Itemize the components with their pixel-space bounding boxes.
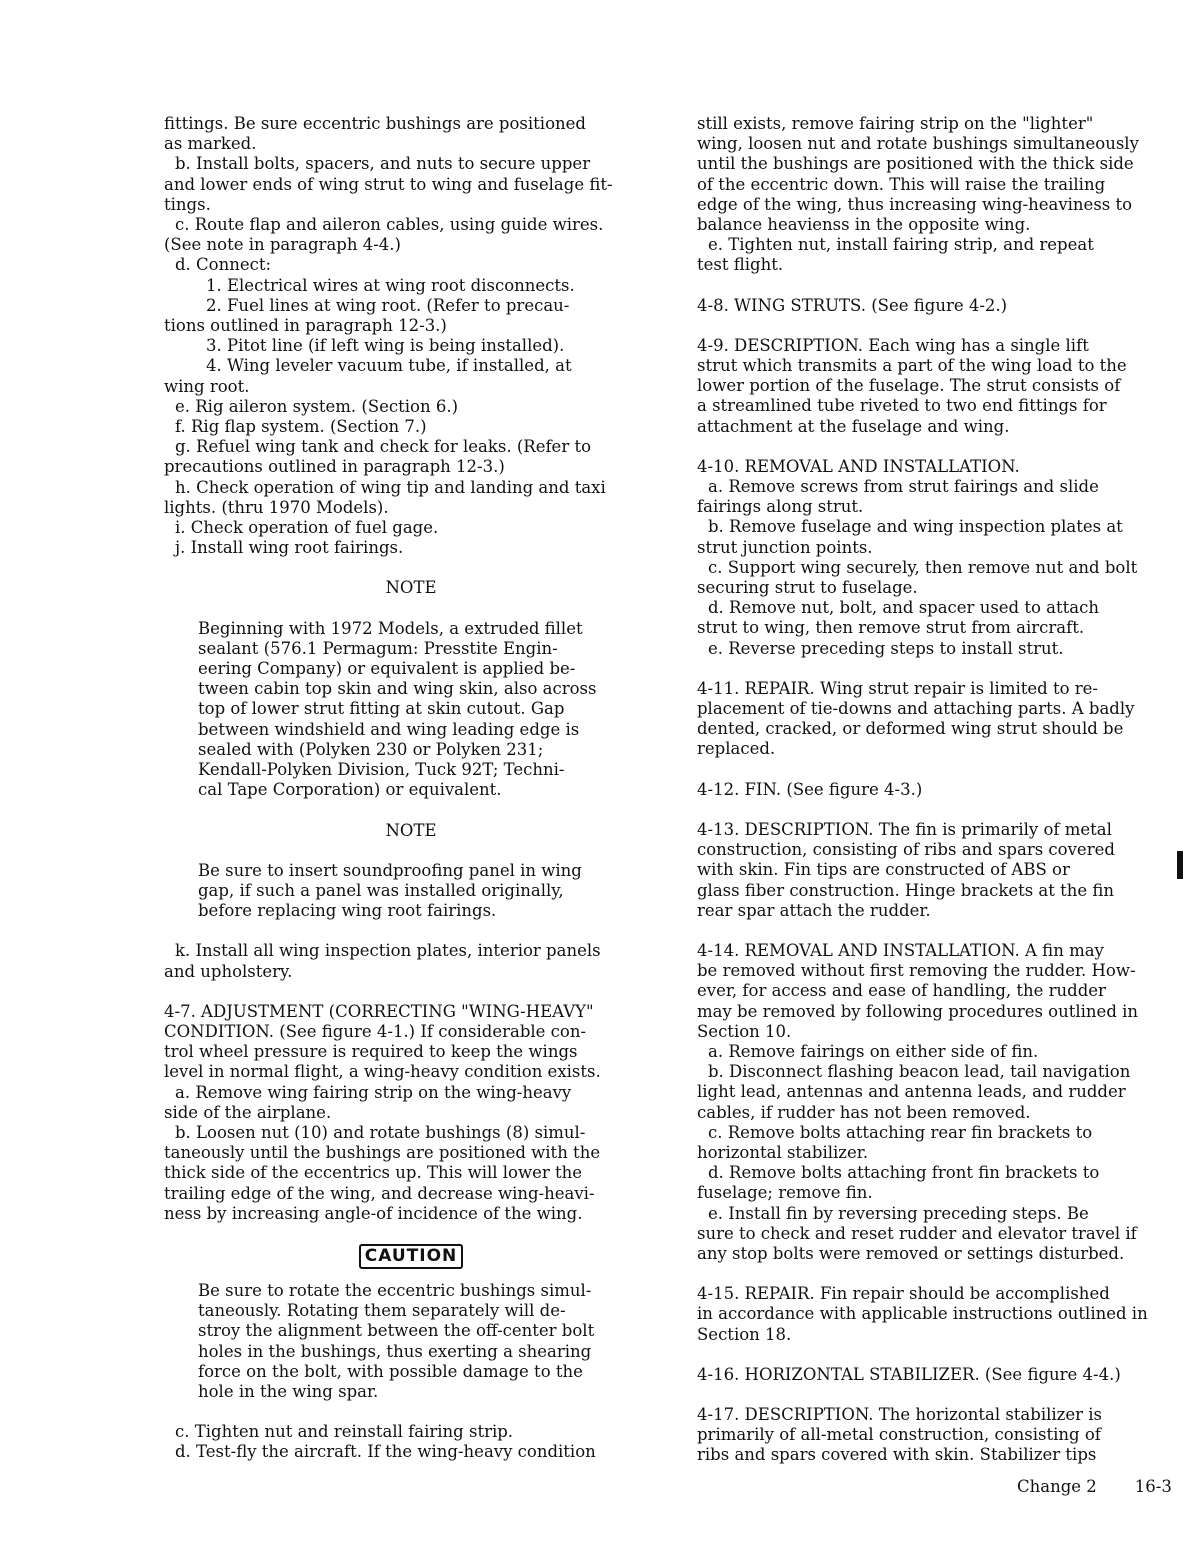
text-line: of the eccentric down. This will raise the trailing <box>697 174 1106 194</box>
text-line: b. Remove fuselage and wing inspection plates at <box>708 517 1123 537</box>
text-line: attachment at the fuselage and wing. <box>697 416 1010 436</box>
text-line: b. Install bolts, spacers, and nuts to secure upper <box>175 154 591 174</box>
text-line: and upholstery. <box>164 961 293 981</box>
text-line: Kendall-Polyken Division, Tuck 92T; Techni- <box>198 760 565 780</box>
text-line: c. Route flap and aileron cables, using guide wires. <box>175 215 604 235</box>
paragraph <box>697 296 1183 316</box>
text-line: any stop bolts were removed or settings disturbed. <box>697 1243 1125 1263</box>
text-line: cables, if rudder has not been removed. <box>697 1102 1031 1122</box>
text-line: e. Rig aileron system. (Section 6.) <box>175 396 459 416</box>
text-line: c. Tighten nut and reinstall fairing strip. <box>175 1422 514 1442</box>
paragraph <box>697 820 1183 921</box>
text-line: precautions outlined in paragraph 12-3.) <box>164 457 505 477</box>
text-line: CONDITION. (See figure 4-1.) If considerable con- <box>164 1021 587 1041</box>
page-number: 16-3 <box>1134 1477 1172 1496</box>
text-line: 4-7. ADJUSTMENT (CORRECTING "WING-HEAVY" <box>164 1001 594 1021</box>
text-line: 2. Fuel lines at wing root. (Refer to precau- <box>206 295 570 315</box>
text-line: Section 18. <box>697 1324 792 1344</box>
text-line: b. Loosen nut (10) and rotate bushings (8) simul- <box>175 1122 586 1142</box>
text-line: fuselage; remove fin. <box>697 1183 873 1203</box>
text-line: strut which transmits a part of the wing load to the <box>697 356 1127 376</box>
text-line: a. Remove fairings on either side of fin. <box>708 1041 1039 1061</box>
text-line: placement of tie-downs and attaching parts. A badly <box>697 699 1135 719</box>
text-line: g. Refuel wing tank and check for leaks. (Refer to <box>175 437 592 457</box>
paragraph <box>697 679 1183 760</box>
text-line: a streamlined tube riveted to two end fittings for <box>697 396 1107 416</box>
change-bar <box>1177 851 1183 879</box>
text-line: level in normal flight, a wing-heavy condition exists. <box>164 1062 601 1082</box>
text-line: before replacing wing root fairings. <box>198 901 497 921</box>
paragraph <box>697 1405 1183 1466</box>
text-line: until the bushings are positioned with the thick side <box>697 154 1134 174</box>
text-line: 3. Pitot line (if left wing is being installed). <box>206 336 565 356</box>
text-line: c. Remove bolts attaching rear fin brackets to <box>708 1122 1093 1142</box>
text-line: 4-14. REMOVAL AND INSTALLATION. A fin may <box>697 940 1104 960</box>
text-line: light lead, antennas and antenna leads, and rudder <box>697 1082 1126 1102</box>
text-line: Be sure to insert soundproofing panel in wing <box>198 860 582 880</box>
text-line: tween cabin top skin and wing skin, also across <box>198 679 597 699</box>
text-line: as marked. <box>164 134 257 154</box>
note-body <box>164 861 658 922</box>
text-line: with skin. Fin tips are constructed of ABS or <box>697 860 1070 880</box>
text-line: sealed with (Polyken 230 or Polyken 231; <box>198 739 544 759</box>
text-line: h. Check operation of wing tip and landing and taxi <box>175 477 606 497</box>
text-line: 4-9. DESCRIPTION. Each wing has a single lift <box>697 335 1089 355</box>
paragraph <box>697 780 1183 800</box>
text-line: Section 10. <box>697 1021 792 1041</box>
text-line: sure to check and reset rudder and elevator travel if <box>697 1223 1137 1243</box>
text-line: holes in the bushings, thus exerting a shearing <box>198 1341 592 1361</box>
text-line: tions outlined in paragraph 12-3.) <box>164 316 447 336</box>
text-line: top of lower strut fitting at skin cutout. Gap <box>198 699 565 719</box>
text-line: ribs and spars covered with skin. Stabilizer tips <box>697 1445 1097 1465</box>
paragraph <box>164 941 658 981</box>
text-line: lights. (thru 1970 Models). <box>164 497 389 517</box>
text-line: test flight. <box>697 255 784 275</box>
text-line: c. Support wing securely, then remove nut and bolt <box>708 557 1138 577</box>
text-line: trol wheel pressure is required to keep the wings <box>164 1042 578 1062</box>
text-line: stroy the alignment between the off-center bolt <box>198 1321 595 1341</box>
text-line: e. Install fin by reversing preceding steps. Be <box>708 1203 1089 1223</box>
note-body <box>164 1281 658 1402</box>
text-line: ever, for access and ease of handling, the rudder <box>697 981 1106 1001</box>
paragraph <box>697 457 1183 659</box>
text-line: and lower ends of wing strut to wing and fuselage fit- <box>164 174 613 194</box>
text-line: may be removed by following procedures outlined in <box>697 1001 1139 1021</box>
paragraph <box>164 114 658 558</box>
text-line: e. Tighten nut, install fairing strip, and repeat <box>708 235 1094 255</box>
text-line: edge of the wing, thus increasing wing-heaviness to <box>697 194 1133 214</box>
text-line: lower portion of the fuselage. The strut consists of <box>697 376 1121 396</box>
text-line: gap, if such a panel was installed originally, <box>198 880 564 900</box>
text-line: thick side of the eccentrics up. This will lower the <box>164 1163 583 1183</box>
text-line: 4-10. REMOVAL AND INSTALLATION. <box>697 456 1020 476</box>
text-line: horizontal stabilizer. <box>697 1142 869 1162</box>
text-line: eering Company) or equivalent is applied be- <box>198 659 576 679</box>
paragraph <box>697 941 1183 1264</box>
text-line: fairings along strut. <box>697 497 864 517</box>
text-line: still exists, remove fairing strip on the "lighter" <box>697 114 1094 133</box>
text-line: hole in the wing spar. <box>198 1381 379 1401</box>
text-line: wing, loosen nut and rotate bushings simultaneously <box>697 134 1139 154</box>
text-line: securing strut to fuselage. <box>697 578 918 598</box>
text-line: 4-13. DESCRIPTION. The fin is primarily of metal <box>697 819 1112 839</box>
text-line: 4-15. REPAIR. Fin repair should be accomplished <box>697 1284 1110 1304</box>
paragraph <box>697 1365 1183 1385</box>
text-line: construction, consisting of ribs and spars covered <box>697 840 1115 860</box>
text-line: 1. Electrical wires at wing root disconnects. <box>206 275 575 295</box>
text-line: j. Install wing root fairings. <box>175 538 404 558</box>
paragraph <box>697 336 1183 437</box>
text-line: 4-11. REPAIR. Wing strut repair is limited to re- <box>697 678 1098 698</box>
text-line: wing root. <box>164 376 250 396</box>
text-line: side of the airplane. <box>164 1102 332 1122</box>
text-line: 4-16. HORIZONTAL STABILIZER. (See figure 4-4.) <box>697 1364 1121 1384</box>
text-line: fittings. Be sure eccentric bushings are positioned <box>164 114 586 133</box>
text-line: a. Remove screws from strut fairings and slide <box>708 477 1099 497</box>
text-line: 4. Wing leveler vacuum tube, if installed, at <box>206 356 572 376</box>
text-line: trailing edge of the wing, and decrease wing-heavi- <box>164 1183 595 1203</box>
text-line: Be sure to rotate the eccentric bushings simul- <box>198 1280 592 1300</box>
text-line: force on the bolt, with possible damage to the <box>198 1361 583 1381</box>
text-line: e. Reverse preceding steps to install strut. <box>708 638 1064 658</box>
text-line: rear spar attach the rudder. <box>697 900 931 920</box>
text-line: d. Test-fly the aircraft. If the wing-heavy condition <box>175 1442 596 1462</box>
note-body <box>164 619 658 801</box>
text-line: Beginning with 1972 Models, a extruded fillet <box>198 618 583 638</box>
text-line: taneously until the bushings are positioned with the <box>164 1143 601 1163</box>
text-line: taneously. Rotating them separately will de- <box>198 1301 566 1321</box>
text-line: d. Remove bolts attaching front fin brackets to <box>708 1163 1100 1183</box>
text-line: k. Install all wing inspection plates, interior panels <box>175 941 601 961</box>
paragraph <box>697 1284 1183 1345</box>
text-line: 4-17. DESCRIPTION. The horizontal stabilizer is <box>697 1404 1102 1424</box>
text-line: tings. <box>164 194 211 214</box>
text-line: d. Remove nut, bolt, and spacer used to attach <box>708 598 1099 618</box>
text-line: strut junction points. <box>697 537 873 557</box>
text-line: primarily of all-metal construction, consisting of <box>697 1425 1101 1445</box>
caution-badge-wrap <box>164 1244 658 1269</box>
left-column <box>164 114 658 1483</box>
text-line: glass fiber construction. Hinge brackets at the fin <box>697 880 1115 900</box>
right-column <box>697 114 1183 1486</box>
paragraph <box>697 114 1183 276</box>
paragraph <box>164 1002 658 1224</box>
text-line: strut to wing, then remove strut from aircraft. <box>697 618 1085 638</box>
text-line: replaced. <box>697 739 776 759</box>
note-heading: NOTE <box>385 578 437 598</box>
text-line: between windshield and wing leading edge is <box>198 719 580 739</box>
text-line: dented, cracked, or deformed wing strut should be <box>697 719 1124 739</box>
text-line: 4-12. FIN. (See figure 4-3.) <box>697 779 923 799</box>
text-line: d. Connect: <box>175 255 272 275</box>
text-line: f. Rig flap system. (Section 7.) <box>175 417 427 437</box>
change-label: Change 2 <box>1017 1477 1097 1496</box>
text-line: 4-8. WING STRUTS. (See figure 4-2.) <box>697 295 1008 315</box>
text-line: sealant (576.1 Permagum: Presstite Engin- <box>198 638 558 658</box>
text-line: balance heavienss in the opposite wing. <box>697 215 1031 235</box>
text-line: be removed without first removing the rudder. How- <box>697 961 1136 981</box>
page-footer <box>1017 1477 1172 1497</box>
text-line: (See note in paragraph 4-4.) <box>164 235 401 255</box>
text-line: b. Disconnect flashing beacon lead, tail navigation <box>708 1062 1131 1082</box>
text-line: in accordance with applicable instructions outlined in <box>697 1304 1148 1324</box>
text-line: i. Check operation of fuel gage. <box>175 518 439 538</box>
text-line: ness by increasing angle-of incidence of the wing. <box>164 1203 583 1223</box>
caution-badge: CAUTION <box>359 1244 464 1269</box>
paragraph <box>164 1422 658 1462</box>
text-line: cal Tape Corporation) or equivalent. <box>198 780 502 800</box>
text-line: a. Remove wing fairing strip on the wing-heavy <box>175 1082 572 1102</box>
note-heading: NOTE <box>385 820 437 840</box>
